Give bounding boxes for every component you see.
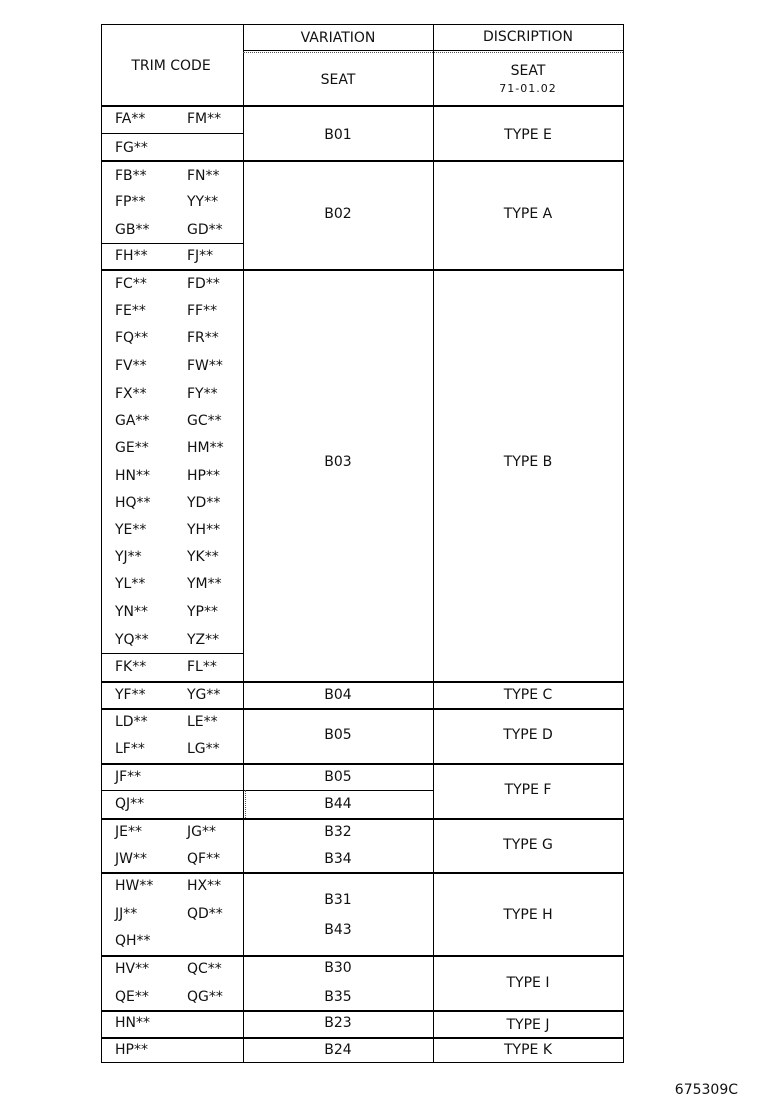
trim-code: YF**	[115, 687, 146, 703]
trim-code: GA**	[115, 413, 150, 429]
type-description: TYPE D	[503, 727, 553, 743]
type-description: TYPE K	[503, 1042, 553, 1058]
type-description: TYPE C	[503, 687, 553, 703]
type-description: TYPE I	[506, 975, 550, 991]
trim-code: QJ**	[115, 796, 145, 812]
trim-code: FW**	[187, 358, 223, 374]
header-seat-variation: SEAT	[320, 72, 356, 88]
trim-code: LE**	[187, 714, 218, 730]
trim-code: FF**	[187, 303, 218, 319]
trim-code: FM**	[187, 111, 222, 127]
type-description: TYPE J	[506, 1017, 550, 1033]
header-seat-description: SEAT	[510, 63, 546, 79]
trim-code: QF**	[187, 851, 221, 867]
variation-code: B05	[324, 727, 352, 743]
grid-line	[623, 24, 624, 1063]
type-description: TYPE F	[504, 782, 552, 798]
group-line	[101, 818, 623, 820]
trim-code: FQ**	[115, 330, 149, 346]
variation-code: B01	[324, 127, 352, 143]
variation-code: B04	[324, 687, 352, 703]
variation-code: B30	[324, 960, 352, 976]
trim-code: JW**	[115, 851, 147, 867]
trim-code: HV**	[115, 961, 150, 977]
header-bottom-line	[101, 105, 623, 107]
dotted-line	[245, 790, 246, 818]
figure-code: 675309C	[674, 1082, 738, 1098]
trim-code: FP**	[115, 194, 146, 210]
subgroup-line	[101, 243, 243, 244]
trim-code: YG**	[187, 687, 221, 703]
variation-code: B02	[324, 206, 352, 222]
trim-code: YH**	[187, 522, 221, 538]
trim-code: QC**	[187, 961, 222, 977]
group-line	[101, 160, 623, 162]
trim-code: FK**	[115, 659, 147, 675]
group-line	[101, 1037, 623, 1039]
trim-code: HP**	[187, 468, 220, 484]
trim-code: FL**	[187, 659, 217, 675]
group-line	[101, 872, 623, 874]
trim-code: GD**	[187, 222, 223, 238]
trim-code: QH**	[115, 933, 151, 949]
group-line	[101, 269, 623, 271]
trim-code: HQ**	[115, 495, 151, 511]
trim-code: FR**	[187, 330, 219, 346]
trim-code: YP**	[187, 604, 218, 620]
trim-code: YM**	[187, 576, 222, 592]
header-date: 71-01.02	[499, 82, 557, 95]
group-line	[101, 763, 623, 765]
variation-code: B03	[324, 454, 352, 470]
type-description: TYPE E	[504, 127, 552, 143]
header-trim-code: TRIM CODE	[131, 58, 211, 74]
grid-line	[101, 24, 102, 1063]
subgroup-line	[101, 790, 243, 791]
trim-code: FX**	[115, 386, 147, 402]
trim-code: YZ**	[187, 632, 220, 648]
variation-code: B35	[324, 989, 352, 1005]
subgroup-line	[101, 133, 243, 134]
trim-code: YK**	[187, 549, 219, 565]
variation-code: B23	[324, 1015, 352, 1031]
grid-line	[101, 24, 623, 25]
trim-code: YL**	[115, 576, 146, 592]
type-description: TYPE G	[503, 837, 553, 853]
trim-code: FY**	[187, 386, 218, 402]
subgroup-line	[101, 653, 243, 654]
group-line	[101, 955, 623, 957]
type-description: TYPE A	[503, 206, 553, 222]
trim-code: HW**	[115, 878, 154, 894]
trim-code: GC**	[187, 413, 222, 429]
trim-code: FC**	[115, 276, 147, 292]
trim-code: JG**	[187, 824, 216, 840]
trim-code: QE**	[115, 989, 149, 1005]
trim-code: FD**	[187, 276, 220, 292]
grid-line	[101, 1062, 623, 1063]
trim-code: GE**	[115, 440, 149, 456]
trim-code: FH**	[115, 248, 148, 264]
variation-code: B05	[324, 769, 352, 785]
subgroup-line	[243, 790, 433, 791]
trim-code: YE**	[115, 522, 147, 538]
grid-line	[433, 24, 434, 1063]
trim-code: JE**	[115, 824, 142, 840]
trim-code: HP**	[115, 1042, 148, 1058]
grid-line	[243, 24, 244, 1063]
variation-code: B34	[324, 851, 352, 867]
trim-code: FV**	[115, 358, 147, 374]
group-line	[101, 681, 623, 683]
trim-code: HM**	[187, 440, 224, 456]
trim-code: LG**	[187, 741, 220, 757]
trim-code: YQ**	[115, 632, 149, 648]
trim-code: QG**	[187, 989, 223, 1005]
trim-code: HN**	[115, 468, 150, 484]
variation-code: B24	[324, 1042, 352, 1058]
trim-code: YJ**	[115, 549, 142, 565]
trim-code: FA**	[115, 111, 146, 127]
variation-code: B43	[324, 922, 352, 938]
group-line	[101, 708, 623, 710]
trim-code: LF**	[115, 741, 145, 757]
trim-code: HX**	[187, 878, 222, 894]
trim-code: YY**	[187, 194, 219, 210]
trim-code: FE**	[115, 303, 146, 319]
trim-code: JJ**	[115, 906, 138, 922]
trim-code: YN**	[115, 604, 149, 620]
trim-code: FG**	[115, 140, 148, 156]
trim-code: JF**	[115, 769, 142, 785]
header-variation: VARIATION	[300, 30, 376, 46]
dotted-line	[243, 52, 623, 53]
trim-code: FJ**	[187, 248, 214, 264]
header-description: DISCRIPTION	[482, 29, 574, 45]
variation-code: B44	[324, 796, 352, 812]
trim-code: FN**	[187, 168, 220, 184]
trim-code: FB**	[115, 168, 147, 184]
trim-code: HN**	[115, 1015, 150, 1031]
trim-code: LD**	[115, 714, 148, 730]
variation-code: B32	[324, 824, 352, 840]
variation-code: B31	[324, 892, 352, 908]
type-description: TYPE B	[503, 454, 553, 470]
grid-line	[243, 50, 623, 51]
group-line	[101, 1010, 623, 1012]
trim-code: GB**	[115, 222, 150, 238]
trim-code: QD**	[187, 906, 223, 922]
trim-code: YD**	[187, 495, 221, 511]
type-description: TYPE H	[503, 907, 553, 923]
